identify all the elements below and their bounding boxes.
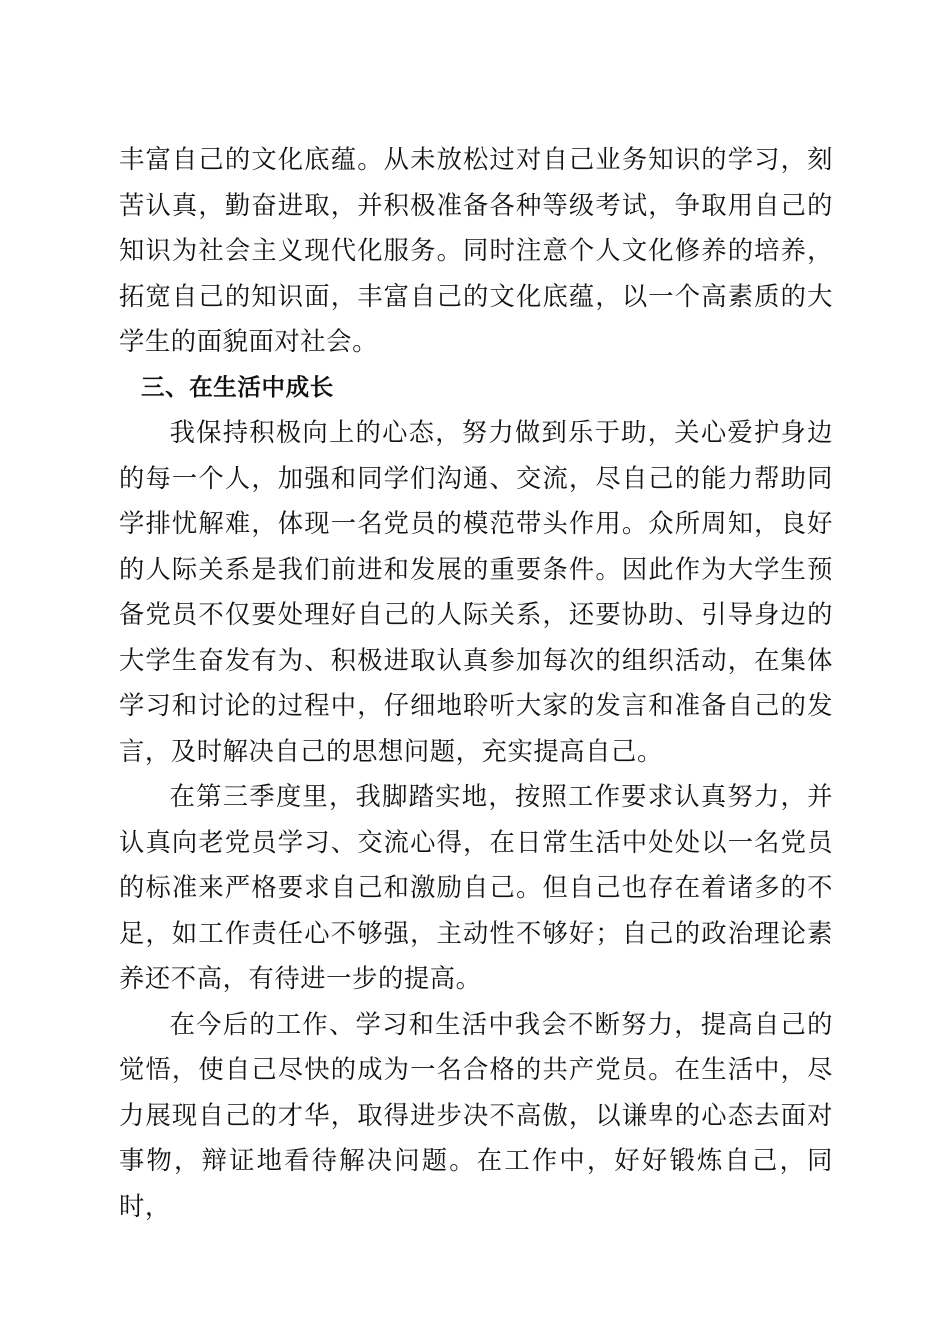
paragraph-life-attitude: 我保持积极向上的心态，努力做到乐于助，关心爱护身边的每一个人，加强和同学们沟通、交流，尽自己的能力帮助同学排忧解难，体现一名党员的模范带头作用。众所周知，良好的人际关系是我们前进和发展的重要条件。因此作为大学生预备党员不仅要处理好自己的人际关系，还要协助、引导身边的大学生奋发有为、积极进取认真参加每次的组织活动，在集体学习和讨论的过程中，仔细地聆听大家的发言和准备自己的发言，及时解决自己的思想问题，充实提高自己。 [119, 418, 833, 766]
paragraph-continuation: 丰富自己的文化底蕴。从未放松过对自己业务知识的学习，刻苦认真，勤奋进取，并积极准备各种等级考试，争取用自己的知识为社会主义现代化服务。同时注意个人文化修养的培养，拓宽自己的知识面，丰富自己的文化底蕴，以一个高素质的大学生的面貌面对社会。 [119, 145, 833, 356]
paragraph-future-plans: 在今后的工作、学习和生活中我会不断努力，提高自己的觉悟，使自己尽快的成为一名合格的共产党员。在生活中，尽力展现自己的才华，取得进步决不高傲，以谦卑的心态去面对事物，辩证地看待解决问题。在工作中，好好锻炼自己，同时， [119, 1009, 833, 1221]
document-body [119, 137, 833, 1229]
paragraph-third-quarter: 在第三季度里，我脚踏实地，按照工作要求认真努力，并认真向老党员学习、交流心得，在日常生活中处处以一名党员的标准来严格要求自己和激励自己。但自己也存在着诸多的不足，如工作责任心不够强，主动性不够好；自己的政治理论素养还不高，有待进一步的提高。 [119, 782, 833, 993]
section-heading: 三、在生活中成长 [141, 372, 334, 401]
